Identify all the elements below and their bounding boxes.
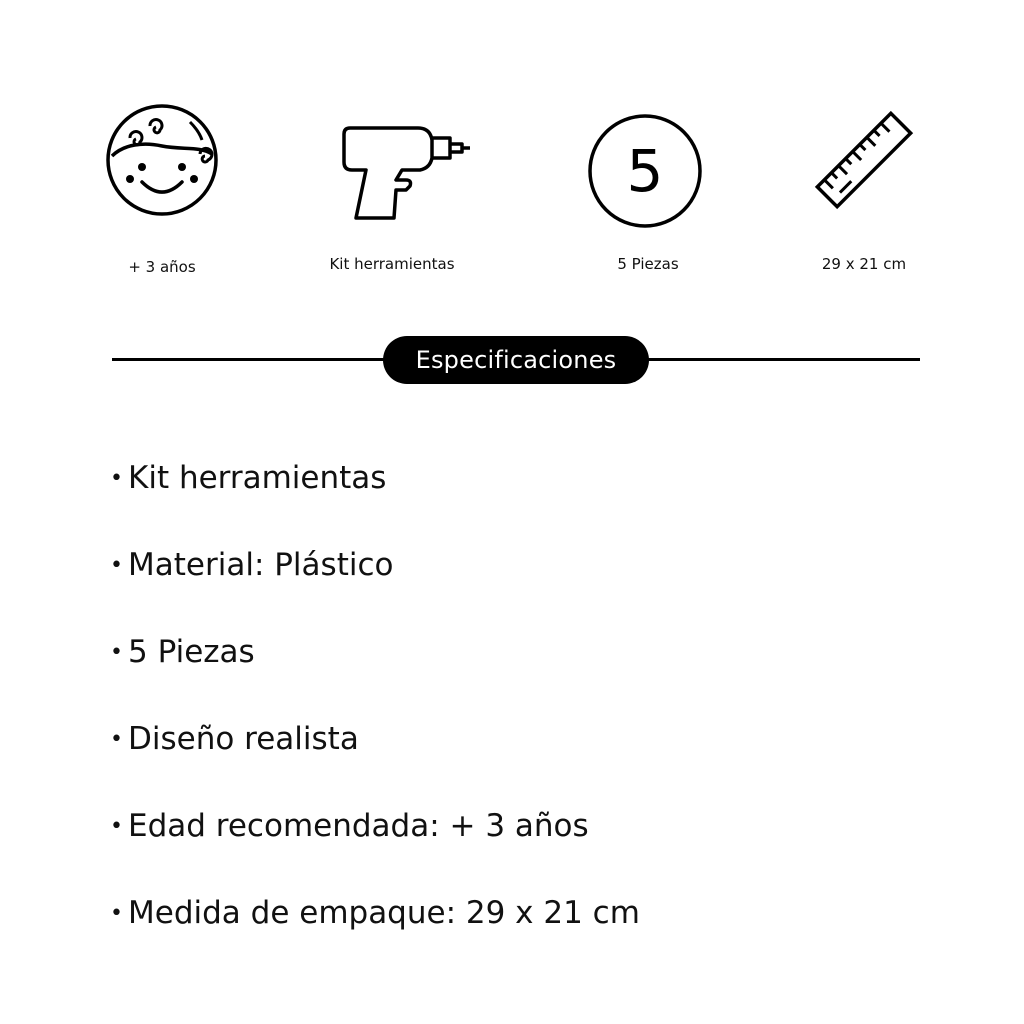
- bullet: •: [110, 727, 123, 752]
- size-label: 29 x 21 cm: [821, 255, 907, 273]
- bullet: •: [110, 466, 123, 491]
- drill-icon: [340, 124, 472, 222]
- age-label: + 3 años: [128, 258, 196, 276]
- section-title: Especificaciones: [383, 336, 649, 384]
- child-face-icon: [104, 104, 220, 216]
- list-item: [110, 713, 640, 800]
- number-five-icon: [587, 113, 703, 229]
- spec-text: Diseño realista: [128, 721, 359, 757]
- bullet: •: [110, 901, 123, 926]
- spec-text: Medida de empaque: 29 x 21 cm: [128, 895, 640, 931]
- spec-list: [110, 452, 640, 974]
- list-item: [110, 452, 640, 539]
- divider-right: [640, 358, 920, 361]
- list-item: [110, 887, 640, 974]
- number-five-badge: 5: [626, 137, 664, 205]
- spec-text: Kit herramientas: [128, 460, 387, 496]
- bullet: •: [110, 814, 123, 839]
- bullet: •: [110, 640, 123, 665]
- spec-text: 5 Piezas: [128, 634, 255, 670]
- pieces-label: 5 Piezas: [617, 255, 679, 273]
- kit-label: Kit herramientas: [329, 255, 455, 273]
- bullet: •: [110, 553, 123, 578]
- ruler-icon: [810, 106, 918, 214]
- divider-left: [112, 358, 392, 361]
- spec-text: Material: Plástico: [128, 547, 394, 583]
- list-item: [110, 539, 640, 626]
- spec-text: Edad recomendada: + 3 años: [128, 808, 589, 844]
- list-item: [110, 800, 640, 887]
- list-item: [110, 626, 640, 713]
